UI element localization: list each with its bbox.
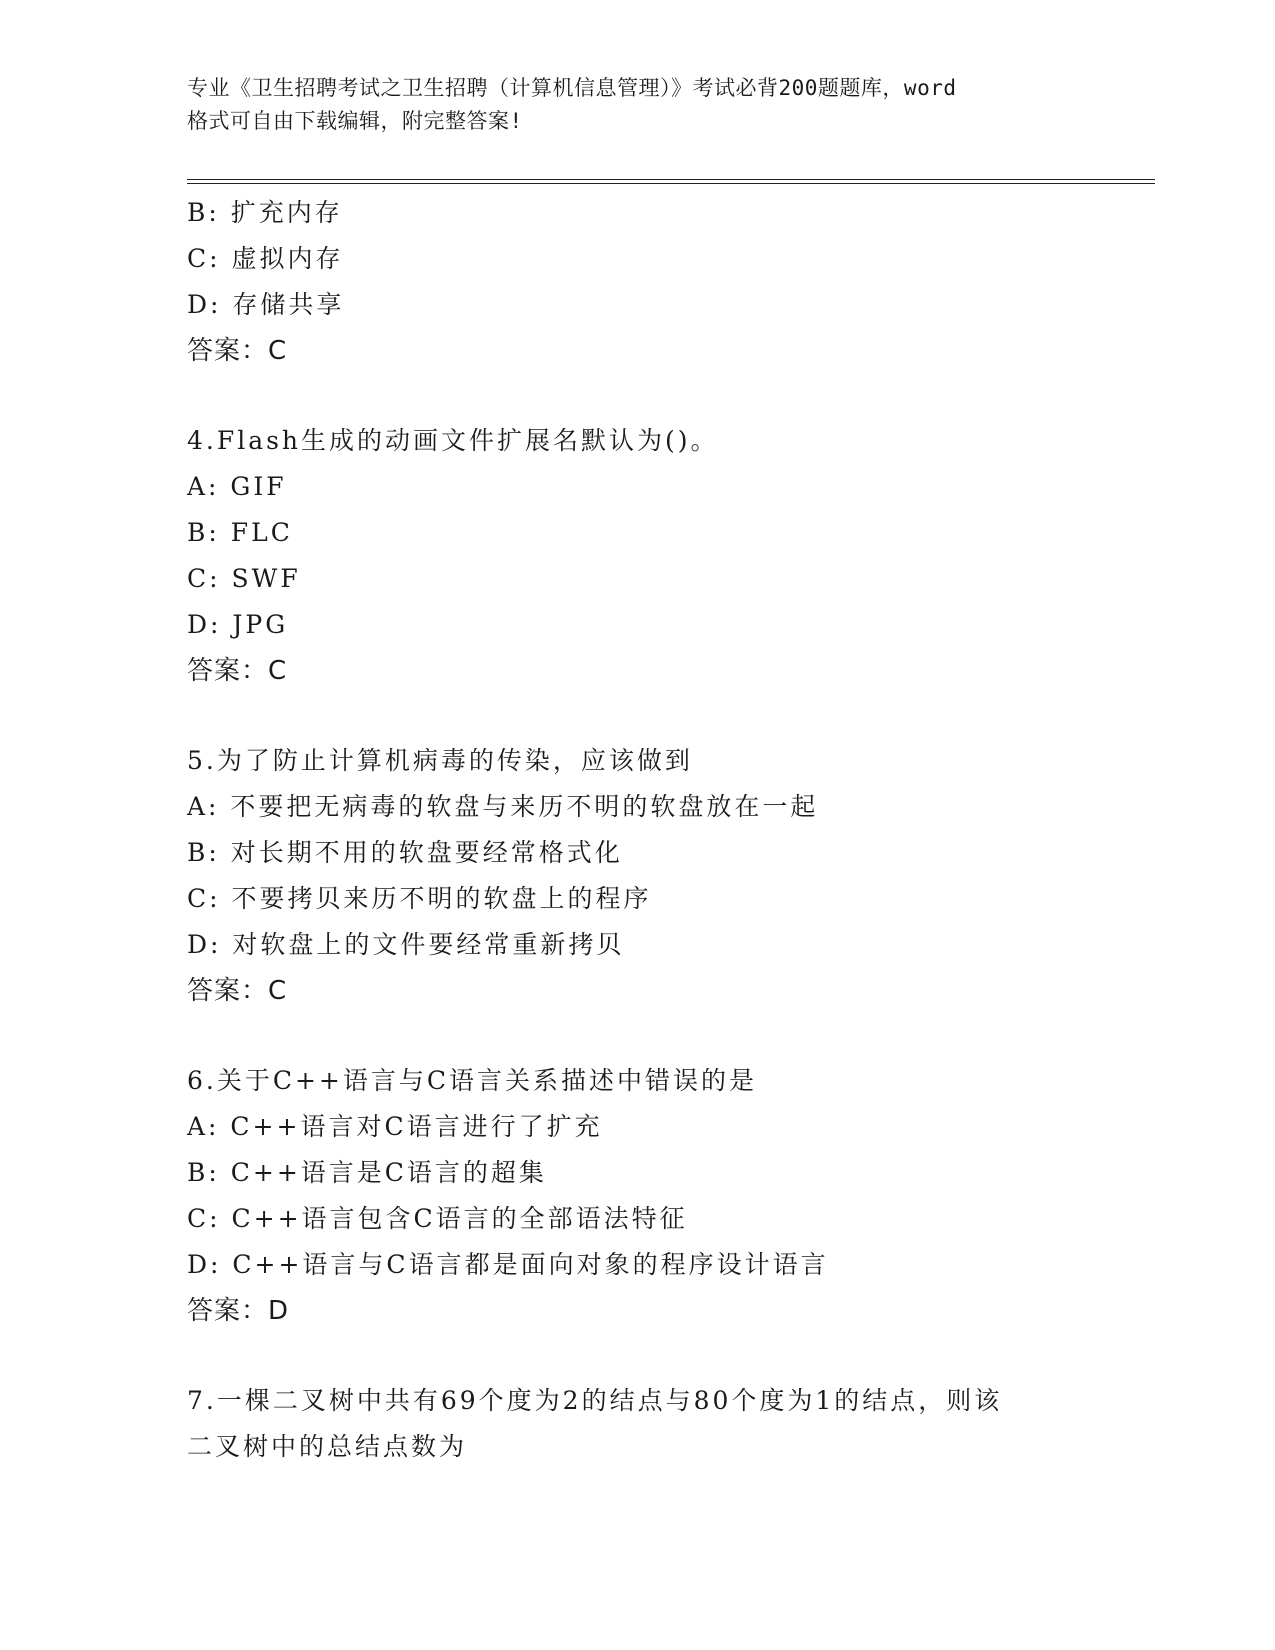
question-3-tail bbox=[187, 190, 1147, 374]
option-c: C: 不要拷贝来历不明的软盘上的程序 bbox=[187, 884, 652, 913]
question-list bbox=[187, 190, 1147, 1470]
document-header bbox=[187, 72, 1087, 138]
question-5 bbox=[187, 738, 1147, 1014]
question-text: 4.Flash生成的动画文件扩展名默认为()。 bbox=[187, 426, 719, 455]
option-a: A: 不要把无病毒的软盘与来历不明的软盘放在一起 bbox=[187, 792, 819, 821]
header-title-line1: 专业《卫生招聘考试之卫生招聘（计算机信息管理）》考试必背200题题库，word bbox=[187, 76, 957, 100]
answer-line: 答案：C bbox=[187, 656, 288, 686]
answer-line: 答案：C bbox=[187, 976, 288, 1006]
option-b: B: C++语言是C语言的超集 bbox=[187, 1158, 547, 1187]
option-b: B: FLC bbox=[187, 518, 293, 547]
option-d: D: 对软盘上的文件要经常重新拷贝 bbox=[187, 930, 625, 959]
question-text: 6.关于C++语言与C语言关系描述中错误的是 bbox=[187, 1066, 758, 1095]
answer-line: 答案：C bbox=[187, 336, 288, 366]
option-a: A: C++语言对C语言进行了扩充 bbox=[187, 1112, 603, 1141]
header-title-line2: 格式可自由下载编辑，附完整答案! bbox=[187, 109, 523, 133]
question-6 bbox=[187, 1058, 1147, 1334]
question-text-line1: 7.一棵二叉树中共有69个度为2的结点与80个度为1的结点，则该 bbox=[187, 1386, 1003, 1415]
question-text: 5.为了防止计算机病毒的传染，应该做到 bbox=[187, 746, 693, 775]
option-d: D: JPG bbox=[187, 610, 289, 639]
question-4 bbox=[187, 418, 1147, 694]
option-c: C: 虚拟内存 bbox=[187, 244, 344, 273]
option-d: D: 存储共享 bbox=[187, 290, 345, 319]
question-text-line2: 二叉树中的总结点数为 bbox=[187, 1432, 468, 1461]
answer-line: 答案：D bbox=[187, 1296, 290, 1326]
header-divider-bottom bbox=[187, 183, 1155, 184]
option-b: B: 对长期不用的软盘要经常格式化 bbox=[187, 838, 623, 867]
option-c: C: SWF bbox=[187, 564, 301, 593]
option-b: B: 扩充内存 bbox=[187, 198, 343, 227]
header-divider-top bbox=[187, 179, 1155, 180]
option-c: C: C++语言包含C语言的全部语法特征 bbox=[187, 1204, 688, 1233]
option-a: A: GIF bbox=[187, 472, 287, 501]
question-7 bbox=[187, 1378, 1147, 1470]
option-d: D: C++语言与C语言都是面向对象的程序设计语言 bbox=[187, 1250, 829, 1279]
